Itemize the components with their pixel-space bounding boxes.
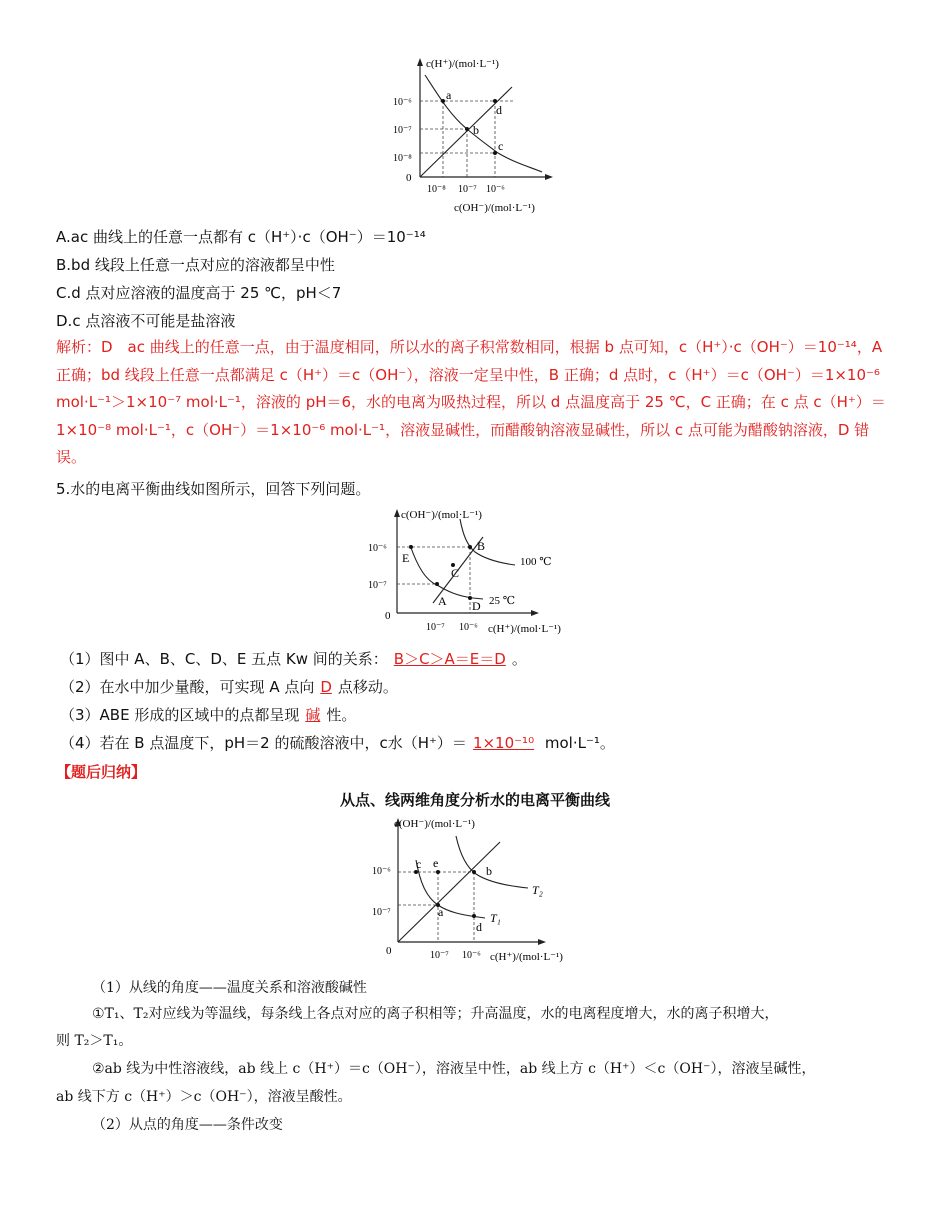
q5-item-answer: D bbox=[320, 678, 332, 696]
fig1-ylabel: c(H⁺)/(mol·L⁻¹) bbox=[426, 58, 499, 70]
summary-p4: ②ab 线为中性溶液线，ab 线上 c（H⁺）＝c（OH⁻），溶液呈中性，ab 线上方 c（H⁺）＜c（OH⁻），溶液呈碱性， bbox=[92, 1061, 816, 1077]
fig2-ytick: 10⁻⁷ bbox=[368, 580, 387, 591]
fig3-point-label: c bbox=[416, 857, 422, 871]
fig1-point-label: a bbox=[446, 88, 452, 102]
q5-item-suffix: 。 bbox=[511, 650, 527, 668]
fig1-xtick: 10⁻⁶ bbox=[486, 184, 505, 195]
summary-p2: ①T₁、T₂对应线为等温线，每条线上各点对应的离子积相等；升高温度，水的电离程度增大，水的离子积增大， bbox=[92, 1006, 779, 1022]
q5-title: 5.水的电离平衡曲线如图所示，回答下列问题。 bbox=[56, 480, 371, 498]
fig3-xlabel: c(H⁺)/(mol·L⁻¹) bbox=[490, 951, 563, 963]
fig3-curve-label: T₁ bbox=[490, 911, 501, 925]
fig1-origin: 0 bbox=[406, 172, 412, 184]
fig2-point-label: B bbox=[477, 539, 486, 553]
fig3-origin: 0 bbox=[386, 945, 392, 957]
fig3-ytick: 10⁻⁷ bbox=[372, 907, 391, 918]
option-c: C.d 点对应溶液的温度高于 25 ℃，pH＜7 bbox=[56, 284, 342, 302]
fig2-point-label: A bbox=[438, 594, 447, 608]
fig2-point-label: D bbox=[472, 599, 481, 613]
fig2-ylabel: c(OH⁻)/(mol·L⁻¹) bbox=[401, 509, 482, 521]
figure-3 bbox=[370, 812, 600, 967]
q5-item-answer: 碱 bbox=[305, 706, 321, 724]
fig1-xtick: 10⁻⁸ bbox=[427, 184, 446, 195]
summary-title: 从点、线两维角度分析水的电离平衡曲线 bbox=[339, 791, 610, 809]
figure-2 bbox=[365, 505, 595, 640]
fig3-ylabel: c(OH⁻)/(mol·L⁻¹) bbox=[394, 818, 475, 830]
fig3-point-label: e bbox=[433, 856, 439, 870]
summary-p3: 则 T₂＞T₁。 bbox=[56, 1033, 133, 1049]
q5-item-1 bbox=[60, 648, 527, 669]
fig1-ytick: 10⁻⁶ bbox=[393, 97, 412, 108]
q5-item-4 bbox=[60, 732, 615, 753]
fig3-ytick: 10⁻⁶ bbox=[372, 866, 391, 877]
fig1-xlabel: c(OH⁻)/(mol·L⁻¹) bbox=[454, 202, 535, 214]
fig1-point-label: d bbox=[496, 103, 502, 117]
fig2-xtick: 10⁻⁷ bbox=[426, 622, 445, 633]
summary-tag: 【题后归纳】 bbox=[56, 763, 147, 781]
fig3-curve-label: T₂ bbox=[532, 883, 543, 897]
fig3-point-label: b bbox=[486, 864, 492, 878]
fig2-point-label: C bbox=[451, 566, 460, 580]
q5-item-suffix: 点移动。 bbox=[337, 678, 398, 696]
q5-item-suffix: 性。 bbox=[326, 706, 357, 724]
q5-item-prefix: （2）在水中加少量酸，可实现 A 点向 bbox=[60, 678, 315, 696]
fig1-ytick: 10⁻⁷ bbox=[393, 125, 412, 136]
option-b: B.bd 线段上任意一点对应的溶液都呈中性 bbox=[56, 256, 335, 274]
summary-p1: （1）从线的角度——温度关系和溶液酸碱性 bbox=[92, 980, 367, 996]
fig2-xlabel: c(H⁺)/(mol·L⁻¹) bbox=[488, 623, 561, 635]
fig1-point-label: c bbox=[498, 139, 504, 153]
fig2-point-label: E bbox=[402, 551, 410, 565]
fig2-xtick: 10⁻⁶ bbox=[459, 622, 478, 633]
fig3-point-label: d bbox=[476, 920, 482, 934]
q5-item-2 bbox=[60, 676, 398, 697]
q5-item-prefix: （1）图中 A、B、C、D、E 五点 Kw 间的关系： bbox=[60, 650, 388, 668]
fig1-xtick: 10⁻⁷ bbox=[458, 184, 477, 195]
q5-item-3 bbox=[60, 704, 356, 725]
fig3-xtick: 10⁻⁷ bbox=[430, 950, 449, 961]
fig3-point-label: a bbox=[438, 905, 444, 919]
fig2-curve-label: 100 ℃ bbox=[520, 556, 552, 568]
q5-item-suffix: mol·L⁻¹。 bbox=[540, 734, 615, 752]
fig2-origin: 0 bbox=[385, 610, 391, 622]
summary-p5: ab 线下方 c（H⁺）＞c（OH⁻），溶液呈酸性。 bbox=[56, 1089, 352, 1105]
figure-1 bbox=[380, 55, 580, 220]
q5-item-answer: B＞C＞A＝E＝D bbox=[393, 650, 506, 668]
analysis-text: 解析：D ac 曲线上的任意一点，由于温度相同，所以水的离子积常数相同，根据 b 点可知，c（H⁺）·c（OH⁻）＝10⁻¹⁴，A 正确；bd 线段上任意一点都满足 c（H⁺）＝c（OH⁻），溶液一定呈中性，B 正确；d 点时，c（H⁺）＝c（OH⁻）＝1×10⁻⁶ mol·L⁻¹＞1×10⁻⁷ mol·L⁻¹，溶液的 pH＝6，水的电离为吸热过程，所以 d 点温度高于 25 ℃，C 正确；在 c 点 c（H⁺）＝1×10⁻⁸ mol·L⁻¹，c（OH⁻）＝1×10⁻⁶ mol·L⁻¹，溶液显碱性，而醋酸钠溶液显碱性，所以 c 点可能为醋酸钠溶液，D 错误。 bbox=[56, 338, 886, 466]
q5-item-prefix: （3）ABE 形成的区域中的点都呈现 bbox=[60, 706, 300, 724]
fig3-xtick: 10⁻⁶ bbox=[462, 950, 481, 961]
fig1-point-label: b bbox=[473, 123, 479, 137]
option-d: D.c 点溶液不可能是盐溶液 bbox=[56, 312, 236, 330]
fig2-curve-label: 25 ℃ bbox=[489, 595, 516, 607]
fig1-ytick: 10⁻⁸ bbox=[393, 153, 412, 164]
summary-p6: （2）从点的角度——条件改变 bbox=[92, 1117, 283, 1133]
q5-item-prefix: （4）若在 B 点温度下，pH＝2 的硫酸溶液中，c水（H⁺）＝ bbox=[60, 734, 467, 752]
fig2-ytick: 10⁻⁶ bbox=[368, 543, 387, 554]
q5-item-answer: 1×10⁻¹⁰ bbox=[472, 734, 535, 752]
option-a: A.ac 曲线上的任意一点都有 c（H⁺）·c（OH⁻）＝10⁻¹⁴ bbox=[56, 228, 426, 246]
